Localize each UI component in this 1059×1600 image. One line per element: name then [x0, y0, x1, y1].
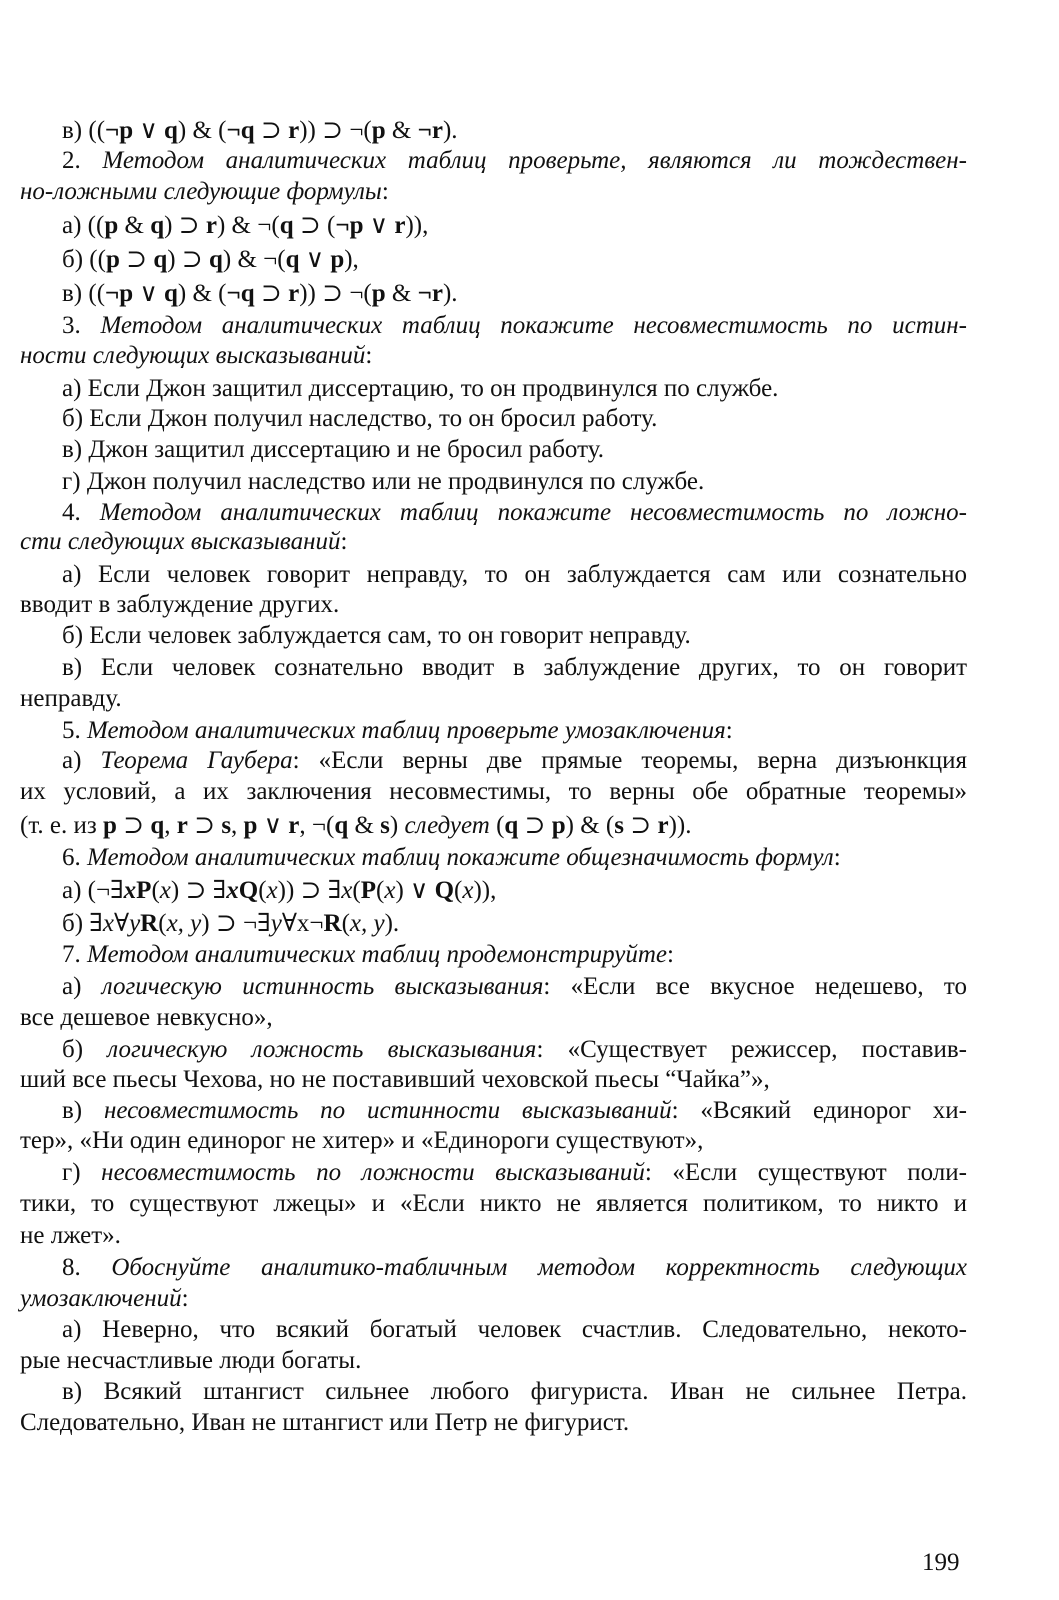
text-segment: 5.	[62, 717, 87, 744]
text-line	[20, 684, 122, 714]
text-segment: ¬r	[417, 280, 443, 307]
text-line	[62, 404, 657, 434]
text-segment: x	[123, 877, 137, 904]
text-segment: R	[140, 910, 159, 937]
text-segment: б) ∃	[62, 910, 103, 937]
text-segment: q	[285, 246, 300, 273]
text-segment: ⊃	[518, 812, 552, 839]
text-segment: 3.	[62, 312, 101, 339]
text-segment: в) ((	[62, 280, 106, 307]
text-segment: ∨	[257, 812, 289, 839]
text-segment: неправду.	[20, 685, 122, 712]
text-segment: :	[340, 528, 348, 555]
text-segment: в) ((	[62, 117, 106, 144]
text-segment: )) ⊃ ¬(	[299, 280, 372, 307]
text-line	[62, 940, 674, 970]
text-line	[62, 621, 691, 651]
text-line	[20, 177, 389, 207]
text-segment: q	[209, 246, 223, 273]
text-line	[62, 374, 778, 404]
text-segment: ,	[164, 812, 177, 839]
text-segment: Методом аналитических таблиц покажите несовместимость по истин-	[100, 312, 967, 339]
text-segment: ) & (	[565, 812, 615, 839]
text-segment: сти следующих высказываний	[20, 528, 341, 555]
text-segment: ∨	[363, 212, 395, 239]
text-segment: q	[150, 812, 165, 839]
text-segment: ∨	[133, 280, 164, 307]
text-segment: 2.	[62, 147, 103, 174]
text-segment: (т. е. из	[20, 812, 103, 839]
text-segment: p	[551, 812, 566, 839]
text-segment: а)	[62, 973, 102, 1000]
text-segment: :	[667, 941, 674, 968]
text-segment: тер», «Ни один единорог не хитер» и «Единороги существуют»,	[20, 1127, 704, 1154]
text-line	[62, 909, 399, 939]
text-line	[62, 1096, 967, 1126]
text-segment: ,	[231, 812, 244, 839]
text-segment: Q	[238, 877, 259, 904]
text-segment: ⊃	[116, 812, 151, 839]
text-segment: ⊃	[254, 117, 289, 144]
text-segment: :	[365, 342, 373, 369]
text-segment: r	[205, 212, 217, 239]
text-segment: : «Если верны две прямые теоремы, верна дизъюнкция	[292, 747, 968, 774]
text-segment: : «Всякий единорог хи-	[671, 1097, 967, 1124]
text-segment: &	[118, 212, 151, 239]
text-segment: г) Джон получил наследство или не продвинулся по службе.	[62, 468, 705, 495]
text-segment: ) ⊃ ∃	[170, 877, 227, 904]
text-segment: r	[288, 117, 300, 144]
text-line	[62, 1158, 967, 1188]
text-segment: s	[614, 812, 624, 839]
text-segment: ности следующих высказываний	[20, 342, 366, 369]
text-segment: s	[380, 812, 390, 839]
text-line	[20, 341, 372, 371]
text-segment: ¬q	[226, 117, 255, 144]
text-line	[20, 1003, 273, 1033]
text-line	[62, 467, 704, 497]
text-line	[62, 1315, 967, 1345]
text-line	[20, 1284, 189, 1314]
text-segment: )) ⊃ ∃	[277, 877, 342, 904]
text-segment: q	[279, 212, 294, 239]
text-segment: их условий, а их заключения несовместимы, то верны обе обратные теоремы»	[20, 778, 967, 805]
text-line	[62, 245, 359, 275]
text-segment: ший все пьесы Чехова, но не поставивший чеховской пьесы “Чайка”»,	[20, 1066, 770, 1093]
text-segment: 4.	[62, 499, 100, 526]
text-line	[62, 1253, 967, 1283]
text-segment: )).	[668, 812, 692, 839]
text-segment: ) & ¬(	[222, 246, 286, 273]
text-segment: ⊃ (	[293, 212, 336, 239]
text-segment: p	[243, 812, 258, 839]
text-segment: ) ⊃	[164, 212, 206, 239]
text-line	[20, 811, 691, 841]
text-segment: x	[266, 877, 278, 904]
text-segment: R	[323, 910, 342, 937]
text-segment: ) ⊃ ¬∃	[201, 910, 271, 937]
text-segment: y	[129, 910, 141, 937]
text-line	[62, 211, 428, 241]
text-segment: x, y	[349, 910, 385, 937]
text-segment: ) & (	[177, 117, 227, 144]
text-segment: 7.	[62, 941, 87, 968]
text-segment: а) ((	[62, 212, 105, 239]
text-segment: ).	[384, 910, 400, 937]
text-segment: ).	[442, 117, 458, 144]
text-line	[62, 746, 967, 776]
text-segment: (	[489, 812, 505, 839]
text-line	[20, 1189, 967, 1219]
text-segment: r	[288, 280, 300, 307]
text-segment: Следовательно, Иван не штангист или Петр не фигурист.	[20, 1409, 630, 1436]
text-segment: ∨	[299, 246, 331, 273]
text-segment: (	[352, 877, 361, 904]
text-segment: но-ложными следующие формулы	[20, 178, 382, 205]
text-segment: а) Если Джон защитил диссертацию, то он продвинулся по службе.	[62, 375, 779, 402]
text-segment: p	[105, 246, 120, 273]
text-segment: x	[226, 877, 239, 904]
text-segment: а)	[62, 747, 101, 774]
text-line	[62, 716, 733, 746]
text-segment: )	[389, 812, 405, 839]
text-segment: ⊃	[624, 812, 658, 839]
text-segment: Методом аналитических таблиц проверьте умозаключения	[87, 717, 726, 744]
text-line	[62, 1035, 967, 1065]
text-line	[20, 1126, 703, 1156]
text-segment: (	[454, 877, 463, 904]
text-segment: ),	[344, 246, 359, 273]
text-segment: в) Всякий штангист сильнее любого фигуриста. Иван не сильнее Петра.	[62, 1378, 967, 1405]
text-segment: (	[158, 910, 167, 937]
text-segment: &	[348, 812, 381, 839]
text-segment: (	[341, 910, 350, 937]
text-segment: : «Если все вкусное недешево, то	[543, 973, 967, 1000]
text-line	[62, 653, 967, 683]
text-segment: ) & ¬(	[216, 212, 280, 239]
text-segment: ¬p	[105, 280, 134, 307]
text-line	[62, 876, 496, 906]
text-segment: p	[330, 246, 345, 273]
text-segment: r	[394, 212, 406, 239]
text-segment: (	[258, 877, 267, 904]
text-segment: P	[136, 877, 152, 904]
text-segment: тики, то существуют лжецы» и «Если никто не является политиком, то никто и	[20, 1190, 967, 1217]
text-segment: q	[164, 280, 178, 307]
text-segment: несовместимость по истинности высказываний	[103, 1097, 672, 1124]
text-line	[20, 590, 339, 620]
text-line	[62, 1377, 967, 1407]
text-segment: рые несчастливые люди богаты.	[20, 1347, 362, 1374]
text-segment: P	[360, 877, 377, 904]
text-segment: 8.	[62, 1254, 112, 1281]
text-segment: ⊃	[187, 812, 222, 839]
text-line	[62, 311, 967, 341]
text-segment: s	[221, 812, 232, 839]
text-line	[20, 1346, 361, 1376]
text-segment: x	[102, 910, 114, 937]
text-line	[62, 146, 967, 176]
text-segment: ¬r	[417, 117, 443, 144]
text-segment: б) ((	[62, 246, 106, 273]
text-segment: )) ⊃ ¬(	[299, 117, 372, 144]
text-line	[20, 1065, 770, 1095]
text-segment: &	[385, 117, 418, 144]
text-segment: в)	[62, 1097, 104, 1124]
text-segment: , ¬(	[299, 812, 335, 839]
text-line	[20, 1408, 629, 1438]
text-segment: ).	[442, 280, 458, 307]
text-segment: следует	[404, 812, 490, 839]
text-line	[62, 435, 604, 465]
text-line	[20, 1221, 121, 1251]
text-segment: q	[150, 212, 165, 239]
text-segment: ¬p	[335, 212, 364, 239]
text-segment: (	[151, 877, 160, 904]
text-segment: ∨	[133, 117, 164, 144]
text-line	[62, 972, 967, 1002]
text-segment: :	[725, 717, 733, 744]
text-segment: :	[381, 178, 389, 205]
text-segment: : «Существует режиссер, поставив-	[536, 1036, 967, 1063]
text-segment: а) Если человек говорит неправду, то он заблуждается сам или сознательно	[62, 561, 967, 588]
text-segment: Методом аналитических таблиц покажите несовместимость по ложно-	[99, 499, 967, 526]
text-segment: q	[504, 812, 519, 839]
text-segment: ∀x¬	[281, 910, 324, 937]
text-segment: x	[341, 877, 353, 904]
text-segment: p	[104, 212, 119, 239]
text-line	[62, 843, 841, 873]
text-segment: p	[371, 117, 386, 144]
text-line	[62, 116, 458, 146]
text-line	[20, 527, 347, 557]
text-segment: q	[153, 246, 168, 273]
text-segment: несовместимость по ложности высказываний	[101, 1159, 645, 1186]
text-segment: ⊃	[119, 246, 154, 273]
text-segment: г)	[62, 1159, 102, 1186]
text-segment: а) (¬∃	[62, 877, 124, 904]
text-segment: ) ∨	[395, 877, 435, 904]
text-line	[62, 279, 458, 309]
text-segment: все дешевое невкусно»,	[20, 1004, 273, 1031]
text-segment: q	[334, 812, 349, 839]
text-segment: умозаключений	[20, 1285, 182, 1312]
text-segment: r	[657, 812, 669, 839]
text-segment: ) & (	[177, 280, 227, 307]
text-segment: p	[371, 280, 386, 307]
text-segment: не лжет».	[20, 1222, 121, 1249]
text-segment: логическую ложность высказывания	[107, 1036, 537, 1063]
text-segment: ¬q	[226, 280, 255, 307]
text-segment: Обоснуйте аналитико-табличным методом корректность следующих	[111, 1254, 967, 1281]
text-segment: логическую истинность высказывания	[101, 973, 544, 1000]
text-segment: &	[385, 280, 418, 307]
text-segment: :	[833, 844, 841, 871]
text-segment: б) Если Джон получил наследство, то он бросил работу.	[62, 405, 658, 432]
text-segment: p	[102, 812, 117, 839]
text-segment: Методом аналитических таблиц продемонстрируйте	[87, 941, 668, 968]
text-segment: а) Неверно, что всякий богатый человек счастлив. Следовательно, некото-	[62, 1316, 967, 1343]
text-segment: Теорема Гаубера	[100, 747, 293, 774]
text-segment: Методом аналитических таблиц проверьте, являются ли тождествен-	[102, 147, 967, 174]
text-segment: в) Если человек сознательно вводит в заблуждение других, то он говорит	[62, 654, 967, 681]
text-segment: y	[270, 910, 282, 937]
text-line	[20, 777, 967, 807]
text-segment: : «Если существуют поли-	[644, 1159, 967, 1186]
text-segment: в) Джон защитил диссертацию и не бросил работу.	[62, 436, 604, 463]
text-segment: Q	[434, 877, 455, 904]
text-segment: ¬p	[105, 117, 134, 144]
text-segment: б)	[62, 1036, 108, 1063]
text-segment: x, y	[166, 910, 202, 937]
text-segment: 6.	[62, 844, 87, 871]
text-segment: q	[164, 117, 178, 144]
text-segment: :	[181, 1285, 189, 1312]
text-line	[62, 498, 967, 528]
text-segment: x	[384, 877, 396, 904]
text-segment: ) ⊃	[167, 246, 209, 273]
page-number: 199	[922, 1549, 960, 1576]
text-segment: вводит в заблуждение других.	[20, 591, 340, 618]
text-segment: ∀	[113, 910, 130, 937]
text-segment: x	[159, 877, 171, 904]
text-segment: )),	[473, 877, 497, 904]
text-segment: (	[376, 877, 385, 904]
text-segment: )),	[405, 212, 429, 239]
text-segment: x	[462, 877, 474, 904]
text-segment: б) Если человек заблуждается сам, то он говорит неправду.	[62, 622, 691, 649]
text-segment: Методом аналитических таблиц покажите общезначимость формул	[87, 844, 834, 871]
text-segment: ⊃	[254, 280, 289, 307]
text-segment: r	[176, 812, 188, 839]
text-line	[62, 560, 967, 590]
text-segment: r	[288, 812, 300, 839]
